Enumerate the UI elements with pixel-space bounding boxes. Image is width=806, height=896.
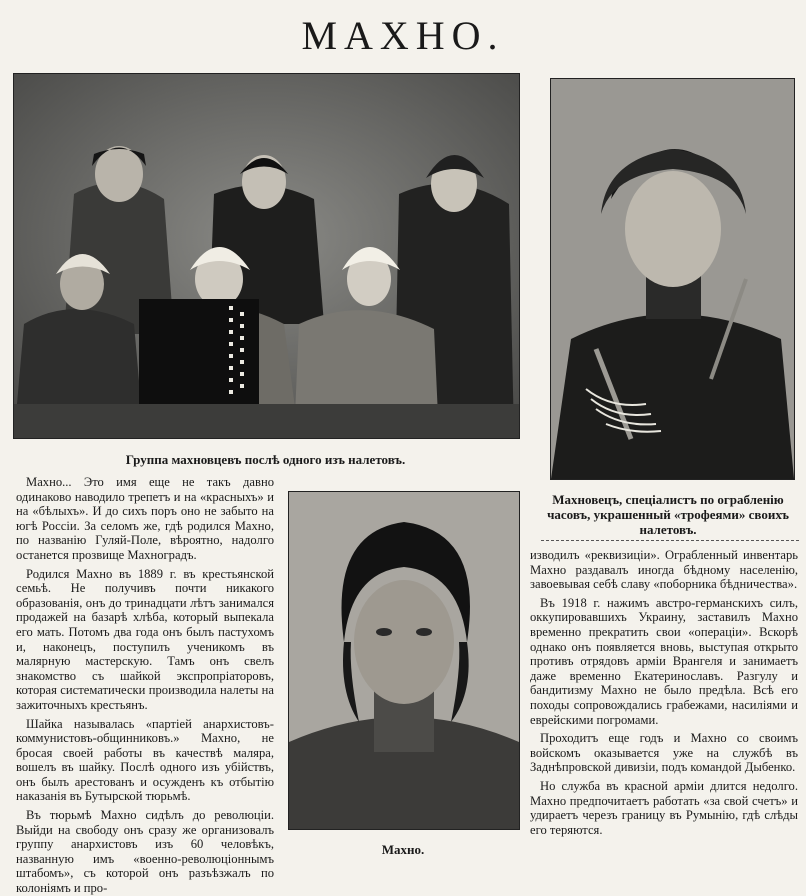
makhno-photo-caption: Махно. (381, 842, 425, 857)
page-title: МАХНО. (301, 13, 505, 58)
paragraph: Проходитъ еще годъ и Махно со своимъ войскомъ оказывается уже на службѣ въ Заднѣпровской дивизіи, подъ командой Дыбенко. (530, 731, 798, 775)
paragraph: Махно... Это имя еще не такъ давно одинаково наводило трепетъ и на «красныхъ» и на «бѣлыхъ». И до сихъ поръ оно не забыто на югѣ Россіи. За селомъ же, гдѣ родился Махно, по названію Гуляй-Поле, вѣроятно, надолго останется прозвище Махноградъ. (16, 475, 274, 562)
paragraph: изводилъ «реквизиціи». Ограбленный инвентарь Махно раздавалъ иногда бѣдному населенію, завоевывая себѣ славу «поборника бѣдничества». (530, 548, 798, 592)
specialist-photo-caption: Махновецъ, спеціалистъ по ограбленію часовъ, украшенный «трофеями» своихъ налетовъ. (547, 492, 789, 537)
group-photo-caption: Группа махновцевъ послѣ одного изъ налетовъ. (125, 452, 406, 467)
paragraph: Но служба въ красной арміи длится недолго. Махно предпочитаетъ работать «за свой счетъ» и удираетъ черезъ границу въ Румынію, гдѣ слѣды его теряются. (530, 778, 798, 837)
paragraph: Родился Махно въ 1889 г. въ крестьянской семьѣ. Не получивъ почти никакого образованія, онъ до тринадцати лѣтъ занимался продажей на базарѣ хлѣба, который выпекала его мать. Потомъ два года онъ былъ пастухомъ и, наконецъ, поступилъ ученикомъ въ малярную мастерскую. Тамъ онъ свелъ знакомство съ шайкой экспропріаторовъ, которая систематически производила налеты на зажиточныхъ крестьянъ. (16, 566, 274, 712)
paragraph: Шайка называлась «партіей анархистовъ-коммунистовъ-общинниковъ.» Махно, не бросая своей работы въ качествѣ маляра, вошелъ въ шайку. Послѣ одного изъ убійствъ, онъ былъ арестованъ и осужденъ къ отбытію наказанія въ Бутырской тюрьмѣ. (16, 716, 274, 804)
specialist-photo (550, 78, 795, 480)
group-photo (13, 73, 520, 439)
article-column-1 (16, 475, 274, 896)
column-divider (541, 540, 799, 541)
paragraph: Въ 1918 г. нажимъ австро-германскихъ силъ, оккупировавшихъ Украину, заставилъ Махно временно прекратить свои «операціи». Вскорѣ однако онъ появляется вновь, выступая открыто противъ отрядовъ арміи Врангеля и занимаетъ даже временно Екатеринославъ. Разгулу и бандитизму Махно не было предѣла. Всѣ его походы сопровождались грабежами, насиліями и еврейскими погромами. (530, 595, 798, 727)
makhno-photo (288, 491, 520, 830)
paragraph: Въ тюрьмѣ Махно сидѣлъ до революціи. Выйди на свободу онъ сразу же организовалъ группу анархистовъ изъ 60 человѣкъ, названную имъ «военно-революціоннымъ штабомъ», съ которой онъ разъѣзжалъ по колоніямъ и про- (16, 808, 274, 896)
article-column-2 (530, 548, 798, 864)
